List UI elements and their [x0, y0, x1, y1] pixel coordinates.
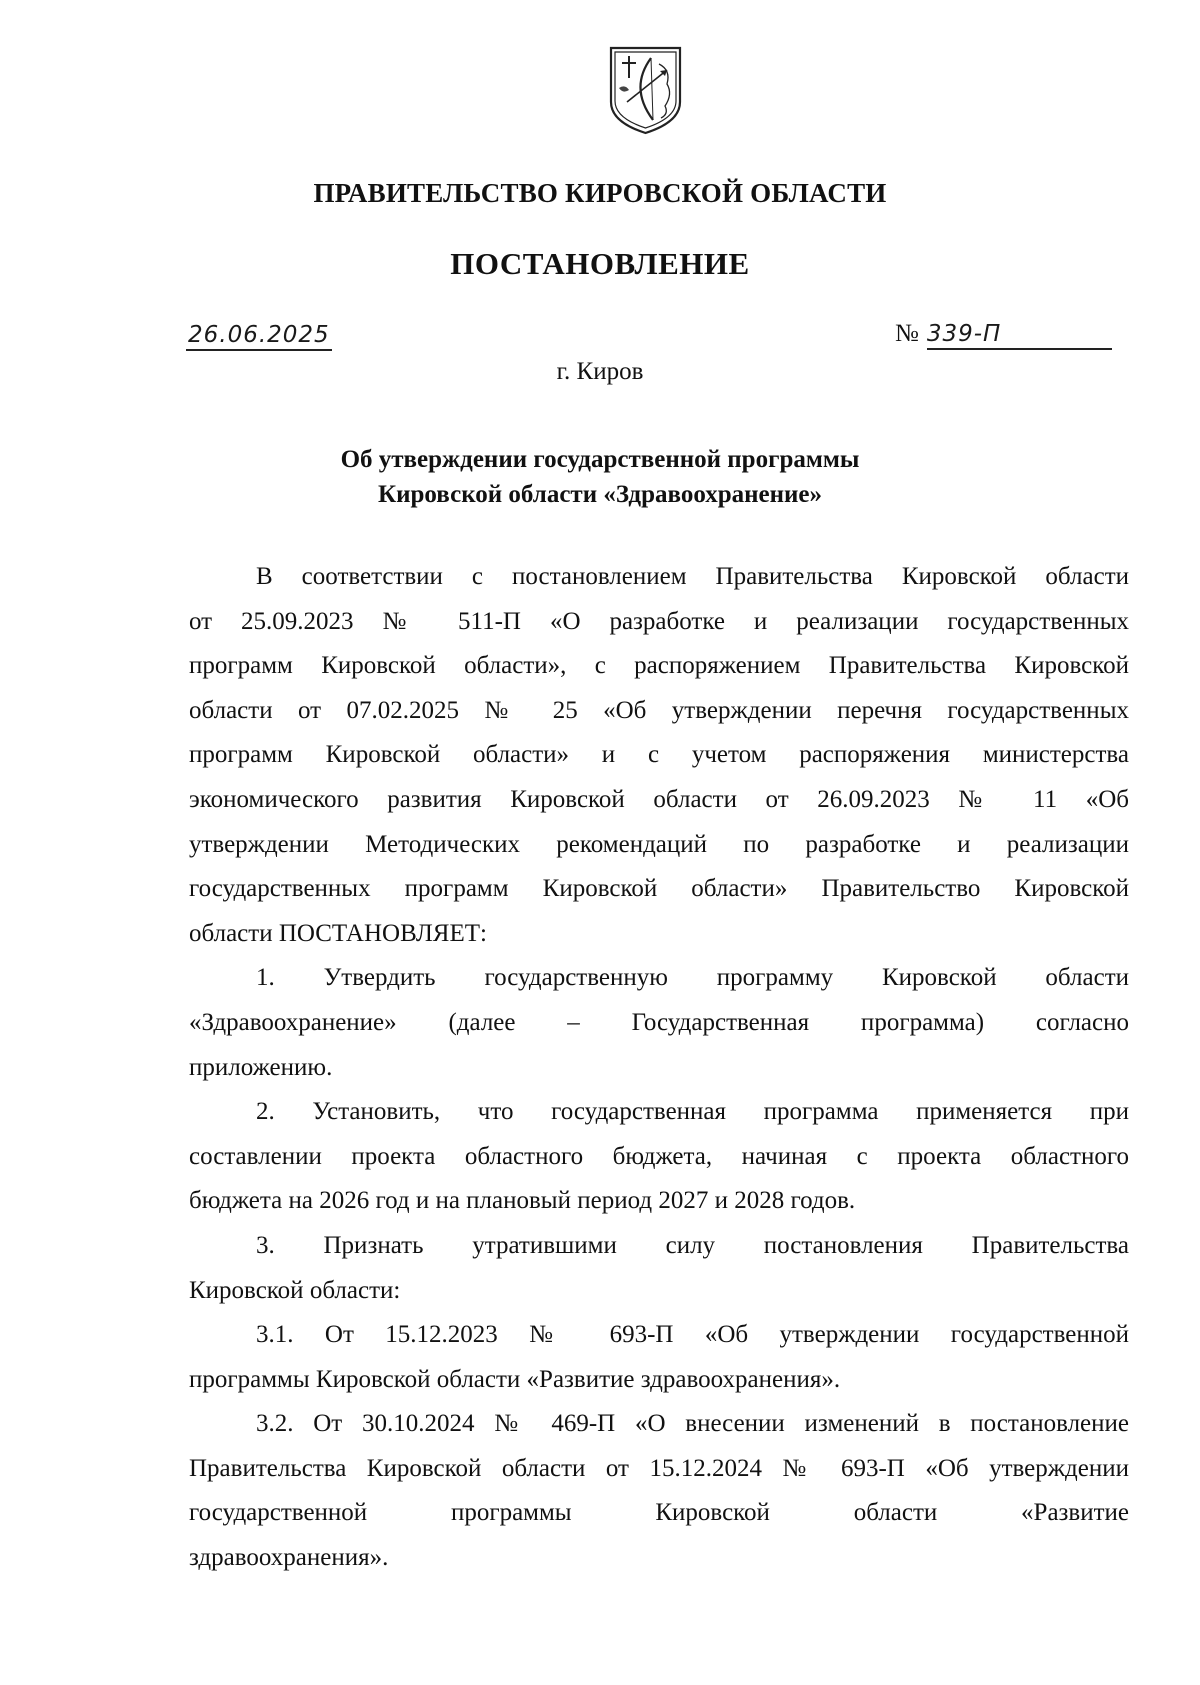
- document-number-block: [895, 320, 1130, 350]
- body-line: В соответствии с постановлением Правительства Кировской области: [256, 563, 1129, 590]
- document-date: 26.06.2025: [186, 322, 332, 351]
- body-line: программ Кировской области» и с учетом распоряжения министерства: [189, 741, 1129, 769]
- paragraph-item-3: [189, 1224, 1129, 1313]
- body-line: от 25.09.2023 № 511-П «О разработке и реализации государственных: [189, 607, 1129, 635]
- government-title: ПРАВИТЕЛЬСТВО КИРОВСКОЙ ОБЛАСТИ: [313, 178, 887, 208]
- body-line: 3. Признать утратившими силу постановления Правительства: [256, 1231, 1129, 1259]
- document-type-title: ПОСТАНОВЛЕНИЕ: [450, 246, 750, 281]
- coat-of-arms-emblem: [607, 44, 684, 136]
- body-line: государственной программы Кировской области «Развитие: [189, 1499, 1129, 1527]
- document-subject: [0, 442, 1200, 512]
- body-line: Кировской области:: [189, 1276, 401, 1304]
- body-line: экономического развития Кировской области от 26.09.2023 № 11 «Об: [189, 785, 1129, 813]
- number-sign: №: [895, 320, 919, 347]
- subject-line: Кировской области «Здравоохранение»: [377, 481, 823, 508]
- document-number: 339-П: [927, 321, 1112, 350]
- body-line: утверждении Методических рекомендаций по разработке и реализации: [189, 830, 1129, 858]
- body-line: программ Кировской области», с распоряжением Правительства Кировской: [189, 652, 1129, 680]
- subject-line: Об утверждении государственной программы: [340, 446, 860, 473]
- paragraph-preamble: [189, 555, 1129, 956]
- body-line: 1. Утвердить государственную программу Кировской области: [256, 964, 1129, 992]
- body-line: 2. Установить, что государственная программа применяется при: [256, 1098, 1129, 1126]
- paragraph-item-2: [189, 1090, 1129, 1224]
- body-line: 3.1. От 15.12.2023 № 693-П «Об утверждении государственной: [256, 1321, 1129, 1349]
- paragraph-item-1: [189, 956, 1129, 1090]
- body-line: составлении проекта областного бюджета, начиная с проекта областного: [189, 1142, 1129, 1170]
- city-name: г. Киров: [556, 358, 644, 385]
- document-body: [189, 555, 1129, 1581]
- body-line: области от 07.02.2025 № 25 «Об утверждении перечня государственных: [189, 696, 1129, 724]
- body-line: «Здравоохранение» (далее – Государственная программа) согласно: [189, 1008, 1129, 1036]
- body-line: 3.2. От 30.10.2024 № 469-П «О внесении изменений в постановление: [256, 1410, 1129, 1438]
- body-line: здравоохранения».: [189, 1544, 389, 1572]
- paragraph-item-3-2: [189, 1402, 1129, 1580]
- body-line: Правительства Кировской области от 15.12.2024 № 693-П «Об утверждении: [189, 1454, 1129, 1482]
- body-line: области ПОСТАНОВЛЯЕТ:: [189, 919, 487, 947]
- body-line: программы Кировской области «Развитие здравоохранения».: [189, 1365, 841, 1393]
- body-line: бюджета на 2026 год и на плановый период 2027 и 2028 годов.: [189, 1187, 856, 1215]
- body-line: государственных программ Кировской области» Правительство Кировской: [189, 875, 1129, 903]
- paragraph-item-3-1: [189, 1313, 1129, 1402]
- body-line: приложению.: [189, 1053, 333, 1081]
